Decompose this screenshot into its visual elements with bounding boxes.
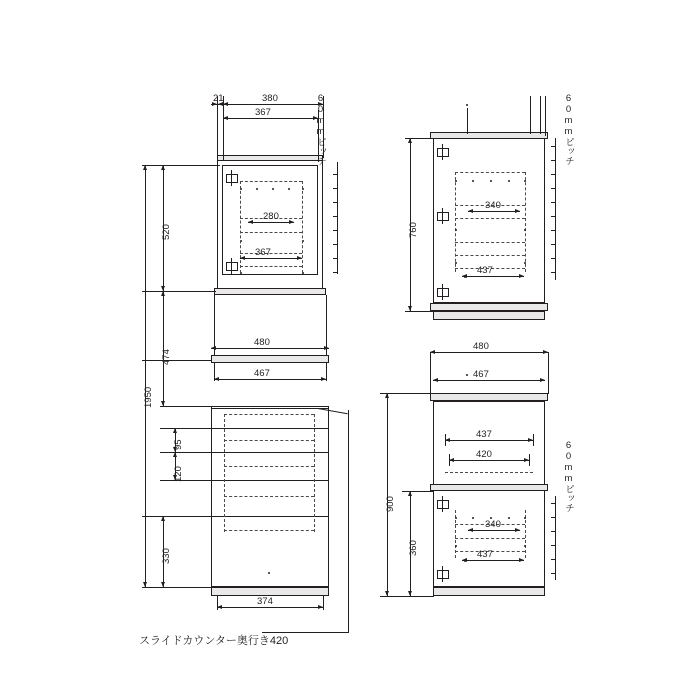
- dim-label-21: 21: [213, 93, 224, 104]
- ext-line: [380, 596, 434, 597]
- drawer-divider: [211, 428, 329, 429]
- pitch-tick: [333, 258, 338, 259]
- dim-arrow: [408, 491, 412, 496]
- ext-line: [160, 480, 212, 481]
- dim-arrow: [211, 346, 216, 350]
- dim-arrow: [324, 346, 329, 350]
- shelf-pin-dot: [272, 188, 274, 190]
- pitch-tick: [333, 174, 338, 175]
- shelf-line: [455, 172, 525, 173]
- drawer-inner-dash: [224, 496, 314, 497]
- dim-arrow: [173, 452, 177, 457]
- upper-cabinet-top-board: [217, 155, 323, 161]
- pitch-tick: [551, 258, 556, 259]
- post-axis: [467, 108, 468, 134]
- lower-side-counter: [430, 393, 548, 401]
- hinge-axis: [231, 258, 232, 274]
- pitch-tick: [551, 517, 556, 518]
- ext-line: [445, 434, 446, 446]
- dim-label-437-lower: 437: [476, 429, 492, 440]
- shelf-pin-dot: [288, 188, 290, 190]
- dim-label-480-mid: 480: [254, 337, 270, 348]
- post-line-right: [545, 96, 546, 136]
- dim-arrow: [289, 220, 294, 224]
- dim-line-467: [214, 379, 326, 380]
- hinge-icon: [437, 500, 449, 509]
- hinge-axis: [442, 144, 443, 160]
- pitch-tick: [551, 503, 556, 504]
- dim-label-900: 900: [385, 496, 396, 512]
- pitch-tick: [551, 202, 556, 203]
- upper-side-bottom-board: [430, 303, 548, 311]
- dim-arrow: [240, 256, 245, 260]
- upper-cabinet-bottom-board: [214, 288, 326, 295]
- dim-label-360: 360: [408, 540, 419, 556]
- dim-line-480-lower: [430, 352, 548, 353]
- dim-line-437-lower: [445, 440, 533, 441]
- shelf-pin-dot: [524, 229, 526, 231]
- pitch-tick: [551, 146, 556, 147]
- dim-arrow: [161, 582, 165, 587]
- dim-arrow: [161, 291, 165, 296]
- dim-label-437-top: 437: [477, 265, 493, 276]
- shelf-pin-dot: [524, 517, 526, 519]
- dim-arrow: [515, 209, 520, 213]
- drawer-divider: [211, 452, 329, 453]
- dim-line-467-lower: [433, 380, 545, 381]
- hinge-axis: [442, 496, 443, 512]
- dim-arrow: [408, 591, 412, 596]
- ext-line: [214, 363, 215, 381]
- dim-line-900: [387, 393, 388, 596]
- ext-line: [326, 363, 327, 381]
- shelf-pin-dot: [472, 517, 474, 519]
- shelf-line: [240, 253, 302, 254]
- dim-label-760: 760: [408, 222, 419, 238]
- dim-arrow: [468, 209, 473, 213]
- pitch-tick: [333, 202, 338, 203]
- hinge-axis: [442, 566, 443, 582]
- dim-label-367-inner: 367: [255, 247, 271, 258]
- drawer-handle-dot: [268, 572, 270, 574]
- ext-line: [529, 454, 530, 466]
- pitch-tick: [551, 244, 556, 245]
- dim-arrow: [161, 516, 165, 521]
- dim-arrow: [433, 378, 438, 382]
- dim-label-330: 330: [161, 548, 172, 564]
- dim-label-474: 474: [161, 349, 172, 365]
- drawer-inner-dash-v: [224, 414, 225, 532]
- upper-side-plinth: [433, 311, 545, 320]
- ext-line: [142, 360, 212, 361]
- dim-label-480-lower: 480: [473, 341, 489, 352]
- pitch-tick: [551, 573, 556, 574]
- dim-arrow: [462, 558, 467, 562]
- shelf-pin-dot: [455, 229, 457, 231]
- dim-arrow: [519, 558, 524, 562]
- dim-line-380: [223, 104, 323, 105]
- pitch-tick: [551, 160, 556, 161]
- dim-line-340-lower: [468, 530, 520, 531]
- dim-label-340-top: 340: [485, 200, 501, 211]
- drawer-inner-dash: [224, 440, 314, 441]
- dim-arrow: [385, 591, 389, 596]
- pitch-tick: [333, 244, 338, 245]
- dim-arrow: [468, 528, 473, 532]
- counter-board: [211, 355, 329, 363]
- shelf-pin-dot: [524, 262, 526, 264]
- ext-line: [160, 428, 212, 429]
- drawer-dash: [445, 472, 533, 473]
- dim-line-437-lower-b: [462, 560, 524, 561]
- pitch-tick: [333, 272, 338, 273]
- ext-line: [142, 516, 212, 517]
- dim-line-280: [248, 222, 294, 223]
- dim-arrow: [223, 102, 228, 106]
- pitch-label-lower-right: 60mmピッチ: [563, 440, 574, 513]
- ext-line: [405, 311, 435, 312]
- dim-arrow: [217, 605, 222, 609]
- marker-dot: [466, 374, 468, 376]
- pitch-tick: [551, 216, 556, 217]
- pitch-tick: [551, 531, 556, 532]
- pitch-tick: [551, 272, 556, 273]
- dim-line-374: [217, 607, 323, 608]
- ext-line: [533, 434, 534, 446]
- pitch-tick: [551, 545, 556, 546]
- dim-arrow: [318, 605, 323, 609]
- dim-arrow: [385, 393, 389, 398]
- hinge-axis: [442, 284, 443, 300]
- shelf-pin-dot: [508, 180, 510, 182]
- ext-line: [142, 291, 216, 292]
- dim-arrow: [540, 378, 545, 382]
- shelf-line: [240, 232, 302, 233]
- dim-arrow: [248, 220, 253, 224]
- ext-line: [548, 352, 549, 394]
- dim-line-437-top: [462, 276, 524, 277]
- ext-line: [402, 491, 434, 492]
- slide-counter-dash: [224, 414, 314, 415]
- ext-line: [160, 452, 212, 453]
- shelf-line: [455, 255, 525, 256]
- drawer-divider: [211, 516, 329, 517]
- drawer-inner-dash: [224, 530, 314, 531]
- pitch-tick: [333, 230, 338, 231]
- dim-arrow: [143, 165, 147, 170]
- dim-line-340-top: [468, 211, 520, 212]
- dim-label-280: 280: [263, 211, 279, 222]
- inner-edge-line: [302, 181, 303, 273]
- hinge-icon: [226, 262, 238, 271]
- upper-side-outer: [433, 138, 545, 303]
- shelf-line: [240, 181, 302, 182]
- post-line: [530, 96, 531, 134]
- slide-counter-top: [211, 408, 329, 409]
- shelf-pin-dot: [455, 517, 457, 519]
- hinge-icon: [437, 570, 449, 579]
- dim-arrow: [408, 306, 412, 311]
- dim-arrow: [462, 274, 467, 278]
- hinge-icon: [226, 174, 238, 183]
- drawer-inner-dash: [224, 466, 314, 467]
- shelf-pin-dot: [455, 545, 457, 547]
- post-dot: [466, 104, 468, 106]
- dim-arrow: [223, 116, 228, 120]
- pitch-tick: [551, 174, 556, 175]
- dim-label-1950: 1950: [143, 386, 154, 408]
- dim-label-380: 380: [262, 93, 278, 104]
- drawer-inner-dash-v: [314, 414, 315, 532]
- pitch-tick: [333, 216, 338, 217]
- dim-line-367-top: [223, 118, 318, 119]
- dim-label-120: 120: [173, 466, 184, 482]
- shelf-pin-dot: [256, 188, 258, 190]
- pitch-tick: [551, 559, 556, 560]
- dim-label-340-lower: 340: [485, 519, 501, 530]
- shelf-line: [455, 538, 525, 539]
- dim-label-467-lower: 467: [473, 369, 489, 380]
- dim-line-1950: [145, 165, 146, 587]
- dim-arrow: [173, 428, 177, 433]
- pitch-tick: [551, 230, 556, 231]
- leader-line-vertical: [348, 410, 349, 632]
- shelf-pin-dot: [472, 180, 474, 182]
- ext-line: [142, 587, 212, 588]
- ext-line: [323, 596, 324, 610]
- leader-line-horizontal: [262, 632, 349, 633]
- dim-label-467-mid: 467: [254, 368, 270, 379]
- dim-arrow: [515, 528, 520, 532]
- dim-line-367-inner: [240, 258, 302, 259]
- drawer-divider: [211, 480, 329, 481]
- dim-label-437-lower-b: 437: [477, 549, 493, 560]
- pitch-label-upper-right: 60mmピッチ: [563, 93, 574, 166]
- lower-side-plinth: [433, 587, 545, 596]
- shelf-pin-dot: [490, 180, 492, 182]
- shelf-pin-dot: [508, 517, 510, 519]
- note-slide-counter: スライドカウンター奥行き420: [139, 635, 289, 647]
- inner-edge-line: [455, 172, 456, 272]
- dim-line-420: [449, 460, 529, 461]
- dim-arrow: [161, 401, 165, 406]
- hinge-axis: [231, 170, 232, 186]
- shelf-pin-dot: [455, 180, 457, 182]
- dim-label-520: 520: [161, 224, 172, 240]
- shelf-pin-dot: [455, 262, 457, 264]
- dim-arrow: [143, 582, 147, 587]
- shelf-pin-dot: [524, 545, 526, 547]
- dim-arrow: [297, 256, 302, 260]
- dim-label-420: 420: [476, 449, 492, 460]
- hinge-icon: [437, 212, 449, 221]
- hinge-icon: [437, 148, 449, 157]
- shelf-pin-dot: [524, 180, 526, 182]
- lower-cabinet-plinth: [211, 587, 329, 596]
- shelf-line: [240, 266, 302, 267]
- dim-label-374: 374: [257, 596, 273, 607]
- pitch-label-upper-left: 60mmピッチ: [315, 93, 326, 166]
- pitch-tick: [333, 188, 338, 189]
- dim-arrow: [519, 274, 524, 278]
- shelf-line: [455, 218, 525, 219]
- pitch-tick: [551, 188, 556, 189]
- dim-arrow: [161, 165, 165, 170]
- dim-label-95: 95: [173, 439, 184, 450]
- dim-line-480: [211, 348, 329, 349]
- pitch-axis: [555, 496, 556, 580]
- dim-label-367-top: 367: [255, 107, 271, 118]
- hinge-axis: [442, 208, 443, 224]
- dim-arrow: [408, 138, 412, 143]
- ext-line: [449, 454, 450, 466]
- inner-edge-line: [525, 172, 526, 272]
- post-line: [540, 96, 541, 134]
- ext-line: [142, 165, 220, 166]
- ext-line: [160, 406, 212, 407]
- ext-line: [430, 352, 431, 394]
- drawer-front-board: [430, 484, 548, 491]
- hinge-icon: [437, 288, 449, 297]
- shelf-line: [455, 242, 525, 243]
